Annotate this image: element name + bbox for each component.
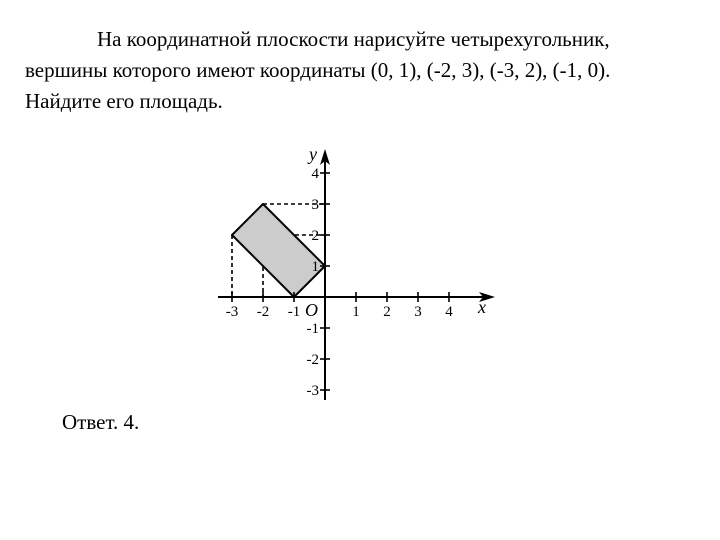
x-tick-label: -3 (225, 304, 239, 320)
y-tick-label: 2 (311, 228, 319, 244)
x-tick-label: -2 (256, 304, 270, 320)
x-tick-label: 1 (352, 304, 360, 320)
y-tick-label: -3 (306, 383, 319, 399)
x-tick-label: -1 (287, 304, 301, 320)
x-tick-label: 4 (445, 304, 453, 320)
y-tick-label: 3 (311, 197, 319, 213)
tick-labels (226, 166, 454, 399)
problem-line-2: вершины которого имеют координаты (0, 1), (-2, 3), (-3, 2), (-1, 0). (25, 58, 611, 82)
y-tick-label: -1 (306, 321, 319, 337)
y-tick-label: 4 (311, 166, 319, 182)
y-tick-label: -2 (306, 352, 319, 368)
axes (218, 149, 495, 400)
y-axis-label: y (309, 144, 317, 164)
x-tick-label: 3 (414, 304, 422, 320)
problem-line-1: На координатной плоскости нарисуйте четырехугольник, (97, 27, 610, 51)
problem-line-3: Найдите его площадь. (25, 89, 223, 113)
answer: Ответ. 4. (62, 410, 140, 434)
x-axis-label: x (478, 297, 486, 317)
origin-label: O (305, 300, 318, 320)
quadrilateral (232, 204, 325, 297)
x-tick-label: 2 (383, 304, 391, 320)
y-tick-label: 1 (311, 259, 319, 275)
